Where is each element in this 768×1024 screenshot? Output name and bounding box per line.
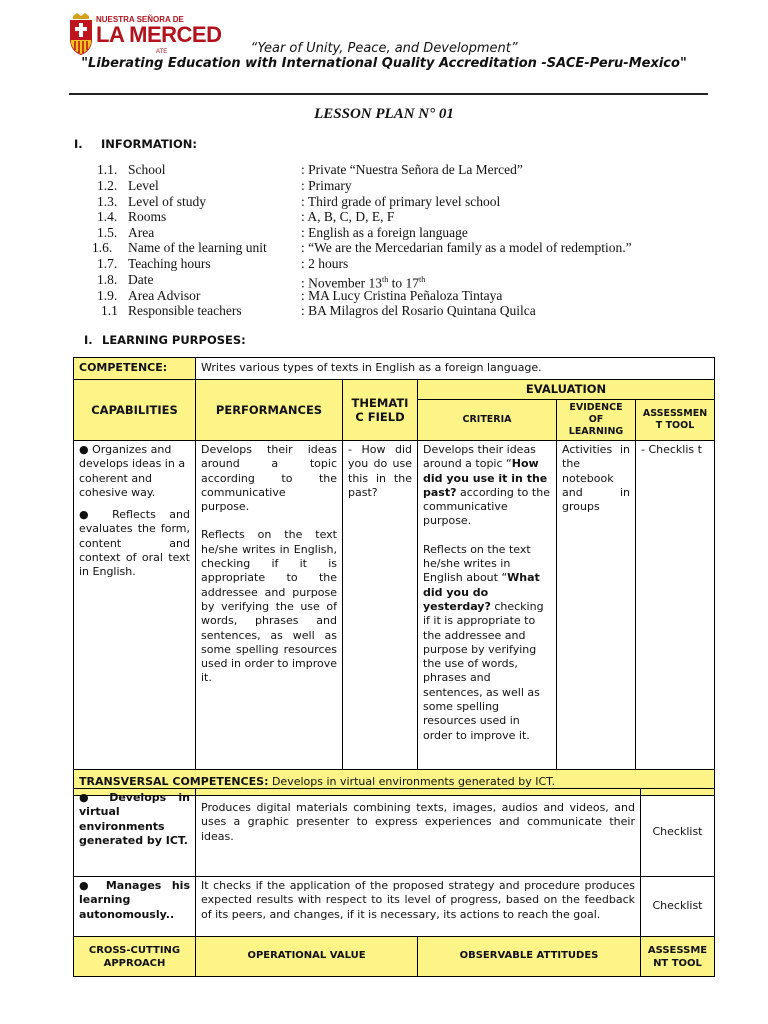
info-label: Rooms [128,209,167,224]
info-label: Date [128,272,154,287]
header-cross-cutting-approach: CROSS-CUTTING APPROACH [74,937,196,977]
info-num: 1.9. [97,288,118,303]
header-assessment-tool-footer: ASSESSME NT TOOL [641,937,715,977]
logo-main-text: LA MERCED [96,22,222,47]
logo-top-text: NUESTRA SEÑORA DE [96,15,184,24]
criteria-cell [418,441,557,770]
performances-cell [196,441,343,770]
section-title-learning-purposes: LEARNING PURPOSES: [102,333,246,347]
motto-education: "Liberating Education with International Quality Accreditation -SACE-Peru-Mexico" [81,56,687,71]
header-divider [69,93,708,95]
assessment-tool-cell: - Checklis t [636,441,715,770]
date-start: : November 13 [301,275,382,291]
transversal-competence-name: ● Develops in virtual environments generated by ICT. [74,789,196,877]
competence-label: COMPETENCE: [74,358,196,380]
info-label: Level of study [128,194,206,209]
info-value: : A, B, C, D, E, F [301,209,395,224]
header-operational-value: OPERATIONAL VALUE [196,937,418,977]
transversal-label: TRANSVERSAL COMPETENCES: [79,775,269,789]
section-title-information: INFORMATION: [101,137,197,151]
bullet-icon: ● [79,508,113,522]
capability-item: ● Organizes and develops ideas in a coherent and cohesive way. [79,443,186,499]
criteria-item: Develops their ideas around a topic “How did you use it in the past? according to the communicative purpose. [423,443,550,528]
competence-value: Writes various types of texts in English as a foreign language. [196,358,715,380]
date-suffix: th [418,275,426,284]
evidence-cell: Activities in the notebook and in groups [557,441,636,770]
info-value: : “We are the Mercedarian family as a model of redemption.” [301,240,632,255]
thematic-field-cell: - How did you do use this in the past? [343,441,418,770]
info-num: 1.4. [97,209,118,224]
transversal-competence-desc: Produces digital materials combining texts, images, audios and videos, and uses a graphic presenter to express experiences and communicate their ideas. [196,789,641,877]
learning-purposes-table [73,357,715,796]
header-performances: PERFORMANCES [196,380,343,441]
header-capabilities: CAPABILITIES [74,380,196,441]
date-end: to 17 [388,275,419,291]
criteria-item: Reflects on the text he/she writes in English about “What did you do yesterday? checking if it is appropriate to the addressee and purpose by verifying the use of words, phrases and sentences, as well as some spelling resources used in order to improve it. [423,542,544,742]
capability-item: ● Reflects and evaluates the form, content and context of oral text in English. [79,508,190,579]
info-value: : 2 hours [301,256,349,271]
capabilities-cell [74,441,196,770]
header-thematic-field: THEMATI C FIELD [343,380,418,441]
info-num: 1.1 [101,303,118,318]
info-label: School [128,162,166,177]
info-num: 1.8. [97,272,118,287]
info-value: : Private “Nuestra Señora de La Merced” [301,162,523,177]
section-number: I. [84,333,93,347]
info-value: : English as a foreign language [301,225,468,240]
header-evidence: EVIDENCE OF LEARNING [557,400,636,441]
performance-item: Reflects on the text he/she writes in English, checking if it is appropriate to the addressee and purpose by verifying the use of words, phrases and sentences, as well as some spelling resources used in order to improve it. [201,528,337,685]
date-suffix: th [381,275,389,284]
transversal-tool: Checklist [641,877,715,937]
header-criteria: CRITERIA [418,400,557,441]
transversal-value: Develops in virtual environments generated by ICT. [268,775,556,789]
transversal-table [73,788,715,937]
info-label: Responsible teachers [128,303,242,318]
bullet-icon: ● [79,791,110,804]
transversal-competence-desc: It checks if the application of the proposed strategy and procedure produces expected results with respect to its level of progress, based on the feedback of its peers, and changes, if it is necessary, its actions to reach the goal. [196,877,641,937]
bullet-icon: ● [79,443,93,456]
transversal-tool: Checklist [641,789,715,877]
info-num: 1.1. [97,162,118,177]
info-value: : Third grade of primary level school [301,194,501,209]
info-label: Name of the learning unit [128,240,267,255]
info-label: Teaching hours [128,256,211,271]
info-label: Level [128,178,159,193]
header-assessment-tool: ASSESSMEN T TOOL [636,400,715,441]
cross-cutting-header-table [73,936,715,977]
header-observable-attitudes: OBSERVABLE ATTITUDES [418,937,641,977]
header-evaluation: EVALUATION [418,380,715,400]
info-num: 1.6. [92,240,113,255]
section-number: I. [74,137,83,151]
transversal-competence-name: ● Manages his learning autonomously.. [74,877,196,937]
info-num: 1.7. [97,256,118,271]
motto-year: “Year of Unity, Peace, and Development” [250,41,518,56]
lesson-plan-title: LESSON PLAN N° 01 [314,106,454,122]
info-value: : Primary [301,178,352,193]
bullet-icon: ● [79,879,106,892]
info-label: Area Advisor [128,288,201,303]
performance-item: Develops their ideas around a topic according to the communicative purpose. [201,443,337,514]
info-num: 1.5. [97,225,118,240]
info-num: 1.2. [97,178,118,193]
info-num: 1.3. [97,194,118,209]
logo-sub-text: ATE [156,49,168,55]
info-label: Area [128,225,155,240]
info-value: : MA Lucy Cristina Peñaloza Tintaya [301,288,503,303]
info-value-date [301,272,426,291]
info-value: : BA Milagros del Rosario Quintana Quilca [301,303,536,318]
